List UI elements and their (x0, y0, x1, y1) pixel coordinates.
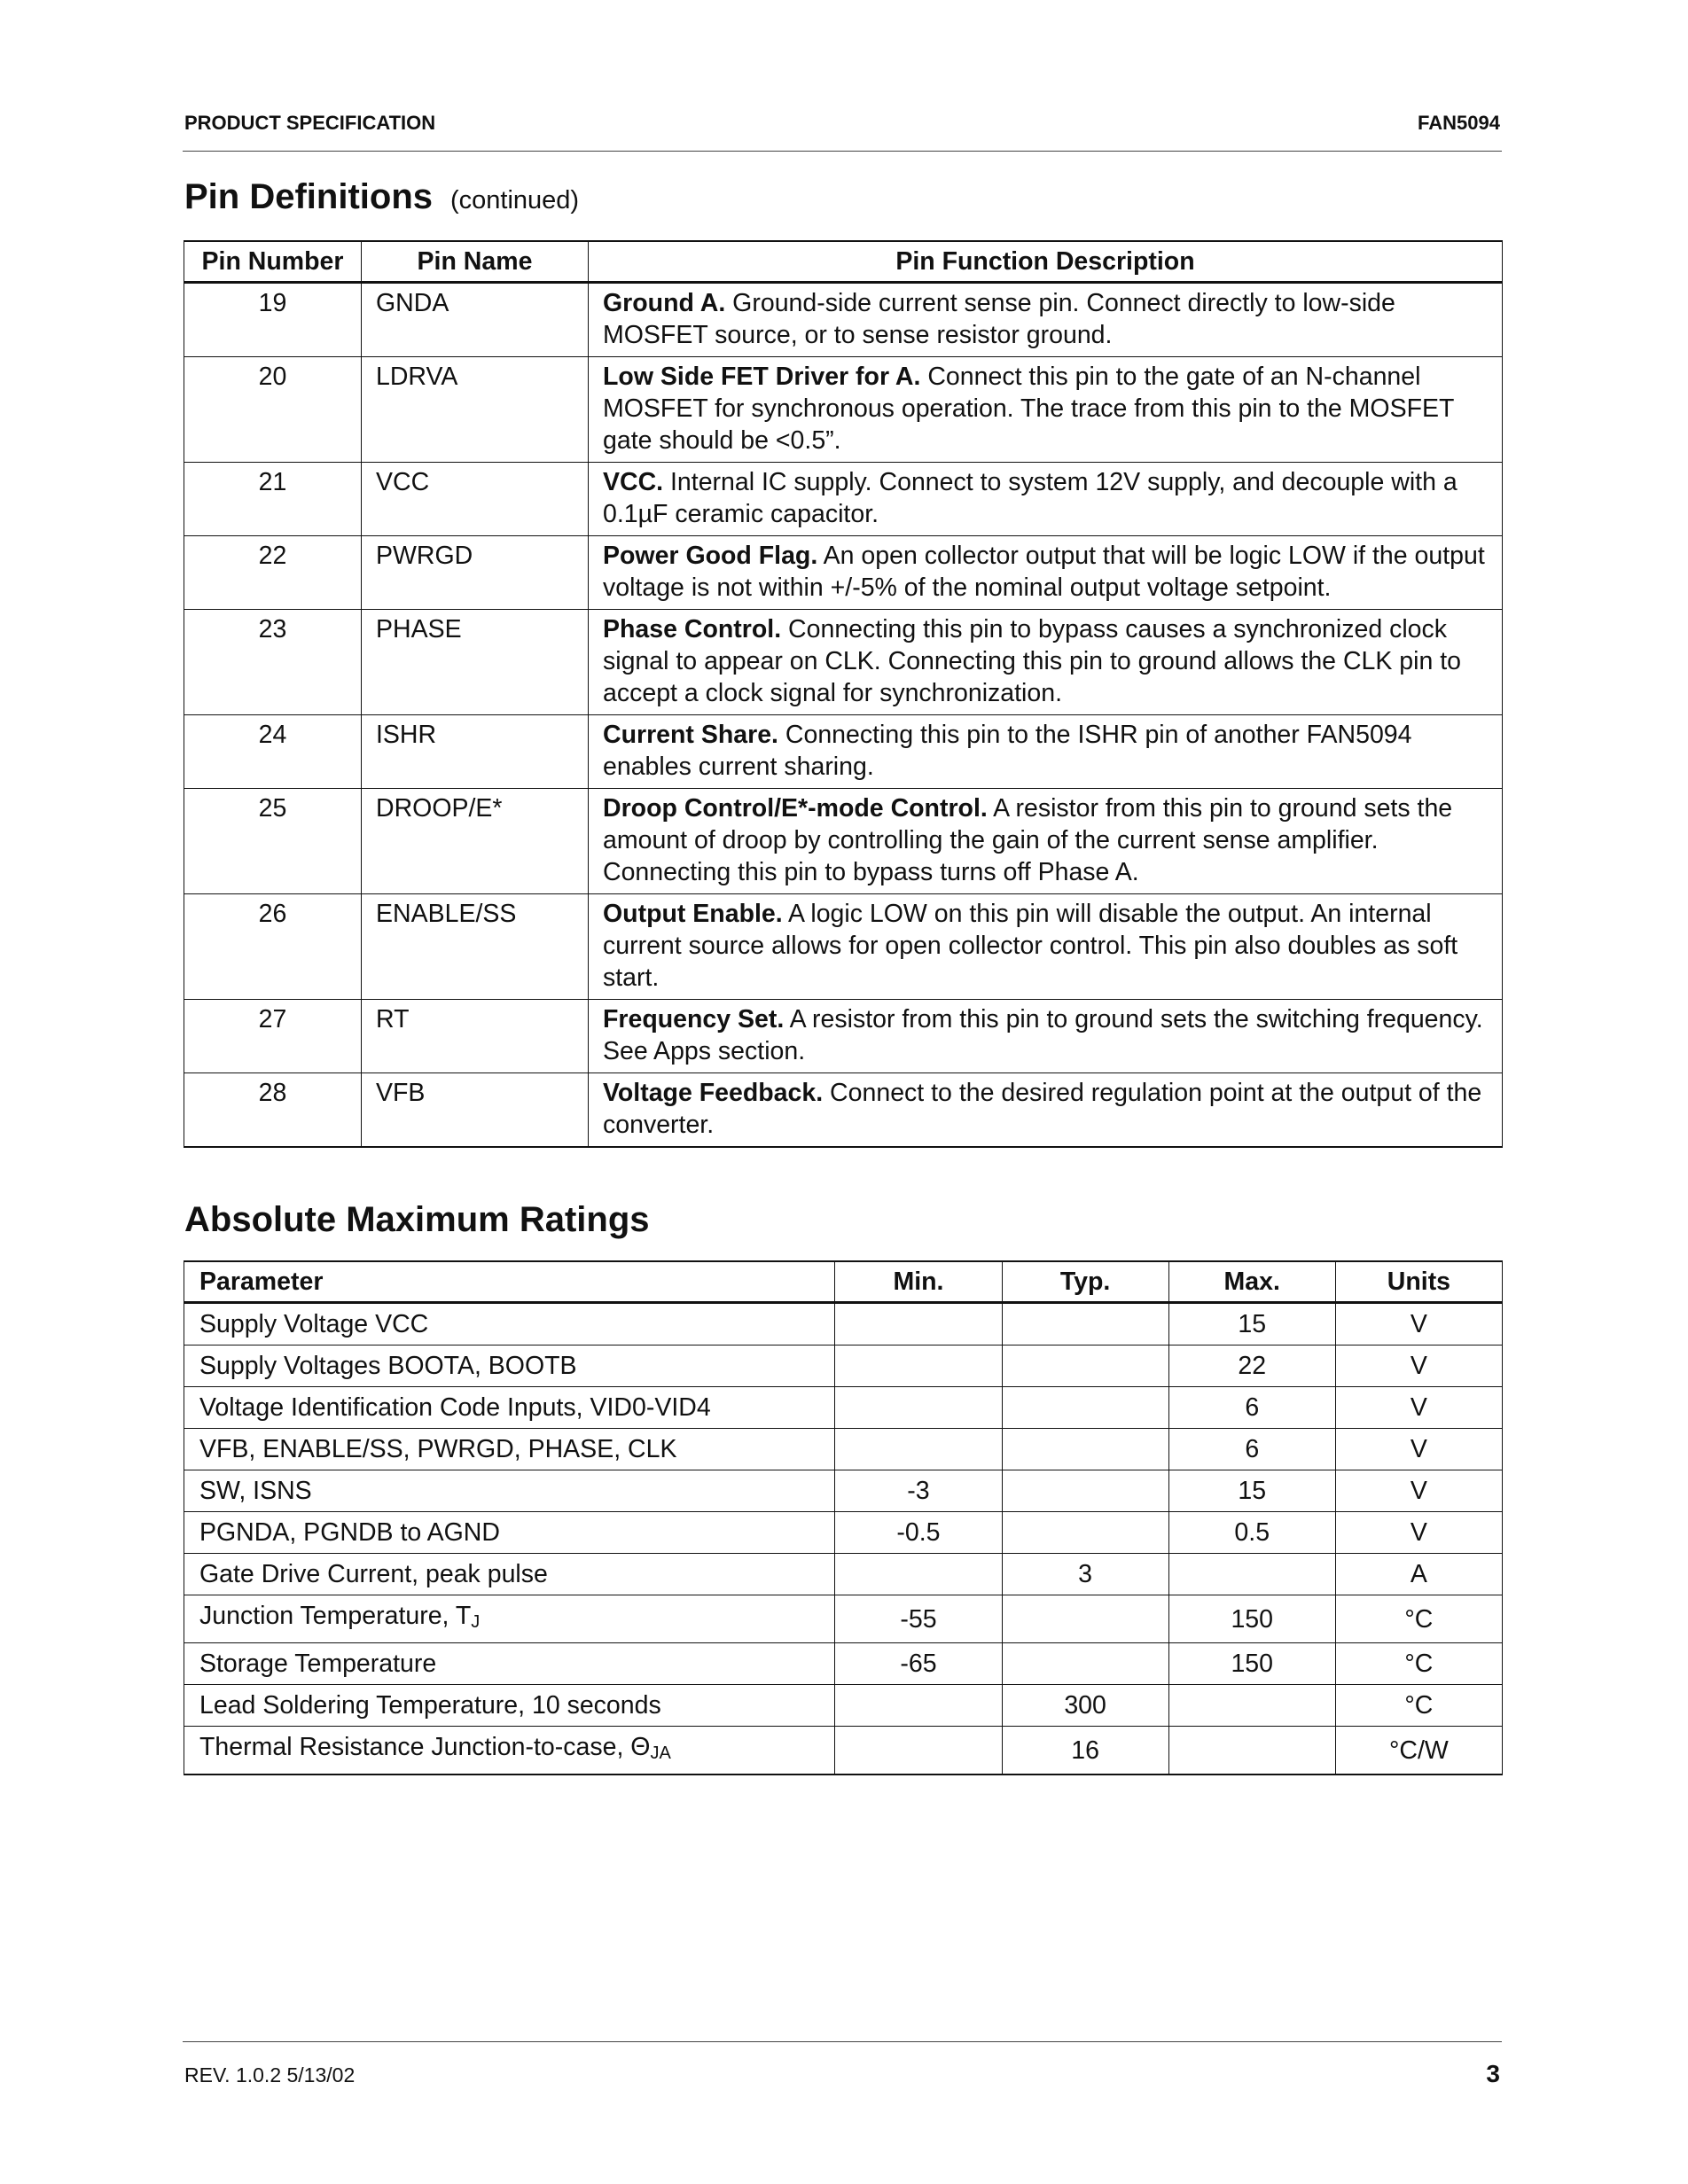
pin-function-name: Low Side FET Driver for A. (603, 363, 921, 391)
table-row (184, 1387, 1503, 1429)
pin-description-cell (589, 283, 1503, 357)
units-cell: °C (1335, 1595, 1502, 1643)
pin-function-name: Current Share. (603, 721, 778, 749)
page-header (183, 112, 1502, 152)
max-cell: 6 (1168, 1429, 1335, 1470)
pin-number-cell: 22 (184, 536, 362, 610)
typ-cell (1002, 1429, 1168, 1470)
pin-function-text: Connecting this pin to bypass causes a synchronized clock signal to appear on CLK. Connecting this pin to ground allows the CLK pin to accept a clock signal for synchronization. (603, 615, 1462, 707)
column-header-min: Min. (835, 1261, 1002, 1303)
pin-function-name: Ground A. (603, 289, 726, 317)
units-cell: V (1335, 1512, 1502, 1554)
pin-name-cell: DROOP/E* (362, 789, 589, 894)
pin-description-cell (589, 1073, 1503, 1148)
pin-definitions-subtitle: (continued) (450, 186, 580, 214)
parameter-cell (184, 1727, 835, 1775)
pin-function-name: Droop Control/E*-mode Control. (603, 794, 988, 823)
units-cell: V (1335, 1470, 1502, 1512)
parameter-cell (184, 1429, 835, 1470)
table-header-row (184, 1261, 1503, 1303)
min-cell (835, 1685, 1002, 1727)
pin-function-name: Voltage Feedback. (603, 1079, 824, 1107)
pin-description-cell (589, 715, 1503, 789)
pin-function-name: Output Enable. (603, 900, 783, 928)
parameter-text: Supply Voltage VCC (199, 1310, 429, 1338)
max-cell: 6 (1168, 1387, 1335, 1429)
min-cell (835, 1727, 1002, 1775)
absolute-maximum-ratings-table (184, 1260, 1503, 1775)
pin-function-text: A resistor from this pin to ground sets the amount of droop by controlling the gain of the current sense amplifier. Connecting this pin to bypass turns off Phase A. (603, 794, 1453, 886)
max-cell: 0.5 (1168, 1512, 1335, 1554)
table-row (184, 610, 1503, 715)
header-part-number: FAN5094 (1418, 112, 1500, 134)
pin-name-cell: LDRVA (362, 357, 589, 463)
parameter-cell (184, 1387, 835, 1429)
units-cell: V (1335, 1303, 1502, 1346)
typ-cell (1002, 1346, 1168, 1387)
parameter-text: SW, ISNS (199, 1477, 312, 1505)
pin-description-cell (589, 536, 1503, 610)
units-cell: °C (1335, 1685, 1502, 1727)
parameter-text: Voltage Identification Code Inputs, VID0-VID4 (199, 1393, 711, 1422)
min-cell: -0.5 (835, 1512, 1002, 1554)
parameter-cell (184, 1303, 835, 1346)
max-cell (1168, 1727, 1335, 1775)
table-row (184, 1643, 1503, 1685)
typ-cell (1002, 1387, 1168, 1429)
header-section-label: PRODUCT SPECIFICATION (184, 112, 436, 134)
min-cell: -55 (835, 1595, 1002, 1643)
parameter-cell (184, 1595, 835, 1643)
pin-function-text: Ground-side current sense pin. Connect directly to low-side MOSFET source, or to sense resistor ground. (603, 289, 1395, 349)
table-row (184, 1470, 1503, 1512)
table-row (184, 1595, 1503, 1643)
pin-name-cell: ENABLE/SS (362, 894, 589, 1000)
pin-number-cell: 27 (184, 1000, 362, 1073)
pin-name-cell: PWRGD (362, 536, 589, 610)
units-cell: V (1335, 1387, 1502, 1429)
typ-cell (1002, 1595, 1168, 1643)
parameter-cell (184, 1470, 835, 1512)
pin-name-cell: VCC (362, 463, 589, 536)
table-header-row (184, 241, 1503, 283)
table-row (184, 463, 1503, 536)
units-cell: °C (1335, 1643, 1502, 1685)
min-cell: -65 (835, 1643, 1002, 1685)
table-row (184, 536, 1503, 610)
parameter-text: Storage Temperature (199, 1650, 437, 1678)
table-row (184, 283, 1503, 357)
pin-function-name: Frequency Set. (603, 1005, 785, 1034)
max-cell: 15 (1168, 1303, 1335, 1346)
parameter-subscript: J (471, 1612, 481, 1632)
units-cell: V (1335, 1429, 1502, 1470)
pin-number-cell: 20 (184, 357, 362, 463)
typ-cell (1002, 1643, 1168, 1685)
column-header-typ: Typ. (1002, 1261, 1168, 1303)
table-row (184, 1727, 1503, 1775)
table-row (184, 789, 1503, 894)
pin-function-text: An open collector output that will be logic LOW if the output voltage is not within +/-5% of the nominal output voltage setpoint. (603, 542, 1485, 602)
max-cell (1168, 1554, 1335, 1595)
pin-description-cell (589, 463, 1503, 536)
pin-number-cell: 23 (184, 610, 362, 715)
pin-function-text: Connect to the desired regulation point at the output of the converter. (603, 1079, 1482, 1139)
footer-page-number: 3 (1486, 2060, 1500, 2087)
pin-function-text: Connecting this pin to the ISHR pin of another FAN5094 enables current sharing. (603, 721, 1412, 781)
parameter-cell (184, 1643, 835, 1685)
column-header-pin-name: Pin Name (362, 241, 589, 283)
parameter-text: Thermal Resistance Junction-to-case, Θ (199, 1733, 651, 1761)
typ-cell (1002, 1470, 1168, 1512)
pin-function-name: Phase Control. (603, 615, 782, 644)
pin-description-cell (589, 789, 1503, 894)
parameter-subscript: JA (650, 1743, 671, 1763)
parameter-text: Junction Temperature, T (199, 1602, 472, 1630)
parameter-text: VFB, ENABLE/SS, PWRGD, PHASE, CLK (199, 1435, 677, 1463)
pin-name-cell: VFB (362, 1073, 589, 1148)
table-row (184, 1512, 1503, 1554)
typ-cell (1002, 1303, 1168, 1346)
table-row (184, 715, 1503, 789)
pin-function-text: A logic LOW on this pin will disable the output. An internal current source allows for open collector control. This pin also doubles as soft start. (603, 900, 1458, 992)
pin-function-text: Connect this pin to the gate of an N-channel MOSFET for synchronous operation. The trace from this pin to the MOSFET gate should be <0.5”. (603, 363, 1454, 455)
column-header-pin-function: Pin Function Description (589, 241, 1503, 283)
table-row (184, 1073, 1503, 1148)
pin-function-text: A resistor from this pin to ground sets the switching frequency. See Apps section. (603, 1005, 1483, 1065)
min-cell (835, 1429, 1002, 1470)
min-cell (835, 1387, 1002, 1429)
column-header-max: Max. (1168, 1261, 1335, 1303)
pin-name-cell: GNDA (362, 283, 589, 357)
pin-description-cell (589, 1000, 1503, 1073)
page-footer (183, 2041, 1502, 2087)
column-header-parameter: Parameter (184, 1261, 835, 1303)
parameter-cell (184, 1512, 835, 1554)
pin-function-name: Power Good Flag. (603, 542, 818, 570)
max-cell: 150 (1168, 1643, 1335, 1685)
footer-revision: REV. 1.0.2 5/13/02 (184, 2063, 356, 2086)
typ-cell: 16 (1002, 1727, 1168, 1775)
pin-function-name: VCC. (603, 468, 664, 496)
pin-number-cell: 24 (184, 715, 362, 789)
pin-number-cell: 21 (184, 463, 362, 536)
typ-cell: 300 (1002, 1685, 1168, 1727)
pin-number-cell: 26 (184, 894, 362, 1000)
min-cell (835, 1554, 1002, 1595)
max-cell: 15 (1168, 1470, 1335, 1512)
max-cell: 150 (1168, 1595, 1335, 1643)
column-header-units: Units (1335, 1261, 1502, 1303)
pin-description-cell (589, 894, 1503, 1000)
parameter-cell (184, 1554, 835, 1595)
pin-definitions-title (184, 177, 579, 217)
table-row (184, 1554, 1503, 1595)
pin-description-cell (589, 357, 1503, 463)
pin-definitions-heading: Pin Definitions (184, 177, 433, 216)
typ-cell: 3 (1002, 1554, 1168, 1595)
max-cell: 22 (1168, 1346, 1335, 1387)
units-cell: °C/W (1335, 1727, 1502, 1775)
pin-description-cell (589, 610, 1503, 715)
parameter-text: PGNDA, PGNDB to AGND (199, 1518, 500, 1547)
absolute-maximum-ratings-title: Absolute Maximum Ratings (184, 1200, 650, 1239)
pin-number-cell: 19 (184, 283, 362, 357)
table-row (184, 1346, 1503, 1387)
table-row (184, 894, 1503, 1000)
min-cell: -3 (835, 1470, 1002, 1512)
table-row (184, 1303, 1503, 1346)
parameter-text: Supply Voltages BOOTA, BOOTB (199, 1352, 577, 1380)
pin-name-cell: RT (362, 1000, 589, 1073)
table-row (184, 1429, 1503, 1470)
column-header-pin-number: Pin Number (184, 241, 362, 283)
table-row (184, 1685, 1503, 1727)
pin-name-cell: PHASE (362, 610, 589, 715)
min-cell (835, 1303, 1002, 1346)
pin-definitions-table (184, 240, 1503, 1148)
pin-number-cell: 25 (184, 789, 362, 894)
min-cell (835, 1346, 1002, 1387)
pin-number-cell: 28 (184, 1073, 362, 1148)
table-row (184, 1000, 1503, 1073)
pin-name-cell: ISHR (362, 715, 589, 789)
units-cell: A (1335, 1554, 1502, 1595)
table-row (184, 357, 1503, 463)
parameter-cell (184, 1346, 835, 1387)
parameter-text: Gate Drive Current, peak pulse (199, 1560, 548, 1588)
typ-cell (1002, 1512, 1168, 1554)
max-cell (1168, 1685, 1335, 1727)
parameter-cell (184, 1685, 835, 1727)
units-cell: V (1335, 1346, 1502, 1387)
pin-function-text: Internal IC supply. Connect to system 12V supply, and decouple with a 0.1µF ceramic capacitor. (603, 468, 1457, 528)
parameter-text: Lead Soldering Temperature, 10 seconds (199, 1691, 661, 1720)
